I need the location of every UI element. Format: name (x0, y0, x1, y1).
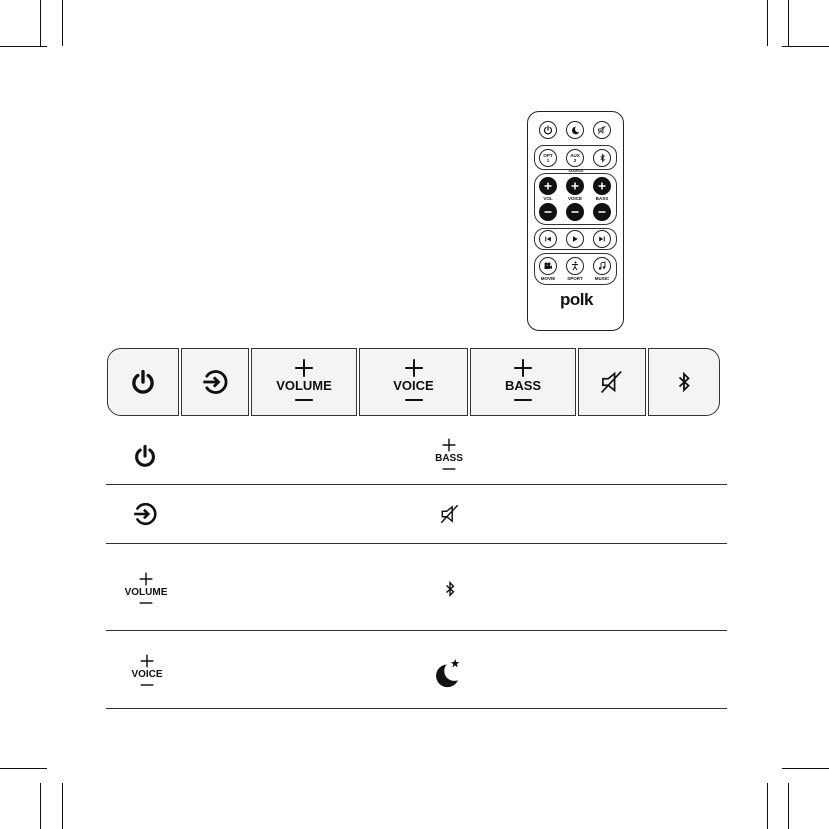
crop-mark (40, 0, 41, 46)
plus-icon (441, 437, 457, 453)
bass-label: BASS (504, 378, 542, 393)
minus-icon (138, 598, 154, 608)
crop-mark (767, 0, 768, 46)
opt-top-label: OPT (543, 153, 553, 158)
table-bluetooth-cell (430, 572, 470, 606)
remote-bass-plus-button[interactable] (593, 177, 611, 195)
minus-icon (139, 680, 155, 690)
soundbar-bass-control[interactable] (470, 348, 576, 416)
crop-mark (782, 768, 829, 769)
remote-sport-button[interactable] (566, 257, 584, 275)
remote-vol-minus-button[interactable] (539, 203, 557, 221)
crop-mark (767, 783, 768, 829)
moon-star-icon (431, 656, 465, 690)
crop-mark (40, 783, 41, 829)
volume-label: VOLUME (276, 378, 332, 393)
sport-icon (570, 261, 580, 271)
table-volume-cell (116, 564, 176, 614)
voice-label: VOICE (131, 668, 163, 680)
crop-mark (788, 783, 789, 829)
brand-logo: polk (560, 290, 593, 309)
plus-icon (138, 571, 154, 587)
aux-bottom-label: 2 (573, 158, 577, 163)
plus-icon[interactable] (403, 357, 425, 379)
source-label: SOURCE (568, 169, 584, 173)
crop-mark (62, 783, 63, 829)
plus-icon[interactable] (293, 357, 315, 379)
soundbar-power-button[interactable] (107, 348, 179, 416)
opt-bottom-label: 1 (546, 158, 550, 163)
table-divider (106, 630, 727, 631)
crop-mark (0, 768, 47, 769)
minus-icon (543, 207, 553, 217)
previous-icon (544, 235, 552, 243)
table-divider (106, 708, 727, 709)
table-divider (106, 484, 727, 485)
table-power-cell (125, 436, 165, 476)
remote-power-button[interactable] (539, 121, 557, 139)
bluetooth-icon (598, 153, 607, 163)
remote-next-button[interactable] (593, 230, 611, 248)
minus-icon[interactable] (403, 393, 425, 407)
plus-icon (139, 653, 155, 669)
aux-top-label: AUX (570, 153, 580, 158)
crop-mark (782, 46, 829, 47)
remote-vol-plus-button[interactable] (539, 177, 557, 195)
soundbar-source-button[interactable] (181, 348, 249, 416)
soundbar-mute-button[interactable] (578, 348, 646, 416)
voice-label: VOICE (567, 196, 582, 201)
remote-bluetooth-button[interactable] (593, 149, 611, 167)
table-divider (106, 543, 727, 544)
voice-label: VOICE (393, 378, 434, 393)
table-voice-cell (121, 646, 173, 696)
source-input-icon (201, 368, 229, 396)
plus-icon (543, 181, 553, 191)
plus-icon[interactable] (512, 357, 534, 379)
bass-label: BASS (435, 452, 463, 464)
table-night-cell (428, 653, 468, 693)
bluetooth-icon (443, 578, 457, 600)
remote-aux2-button[interactable] (566, 149, 584, 167)
soundbar-volume-control[interactable] (251, 348, 357, 416)
mute-icon (439, 503, 461, 525)
power-icon (130, 369, 156, 395)
sport-label: SPORT (567, 276, 583, 281)
remote-mute-button[interactable] (593, 121, 611, 139)
remote-voice-plus-button[interactable] (566, 177, 584, 195)
music-label: MUSIC (594, 276, 610, 281)
remote-previous-button[interactable] (539, 230, 557, 248)
source-input-icon (132, 501, 158, 527)
music-note-icon (597, 261, 607, 271)
mute-icon (597, 125, 607, 135)
bluetooth-icon (675, 370, 693, 394)
volume-label: VOLUME (124, 586, 168, 598)
bass-label: BASS (595, 196, 609, 201)
remote-play-button[interactable] (566, 230, 584, 248)
minus-icon[interactable] (512, 393, 534, 407)
plus-icon (570, 181, 580, 191)
minus-icon (597, 207, 607, 217)
crop-mark (62, 0, 63, 46)
remote-night-button[interactable] (566, 121, 584, 139)
remote-voice-minus-button[interactable] (566, 203, 584, 221)
movie-label: MOVIE (540, 276, 556, 281)
remote-opt1-button[interactable] (539, 149, 557, 167)
crop-mark (788, 0, 789, 46)
soundbar-voice-control[interactable] (359, 348, 468, 416)
table-bass-cell (425, 430, 473, 480)
power-icon (543, 125, 553, 135)
remote-movie-button[interactable] (539, 257, 557, 275)
next-icon (598, 235, 606, 243)
remote-bass-minus-button[interactable] (593, 203, 611, 221)
remote-music-button[interactable] (593, 257, 611, 275)
table-source-cell (125, 494, 165, 534)
table-mute-cell (430, 496, 470, 532)
minus-icon (441, 464, 457, 474)
play-icon (571, 235, 579, 243)
crop-mark (0, 46, 47, 47)
movie-camera-icon (543, 261, 553, 271)
minus-icon[interactable] (293, 393, 315, 407)
minus-icon (570, 207, 580, 217)
plus-icon (597, 181, 607, 191)
mute-icon (599, 369, 625, 395)
vol-label: VOL (543, 196, 553, 201)
soundbar-bluetooth-button[interactable] (648, 348, 720, 416)
power-icon (133, 444, 157, 468)
moon-icon (570, 125, 581, 136)
remote-control (527, 111, 624, 331)
